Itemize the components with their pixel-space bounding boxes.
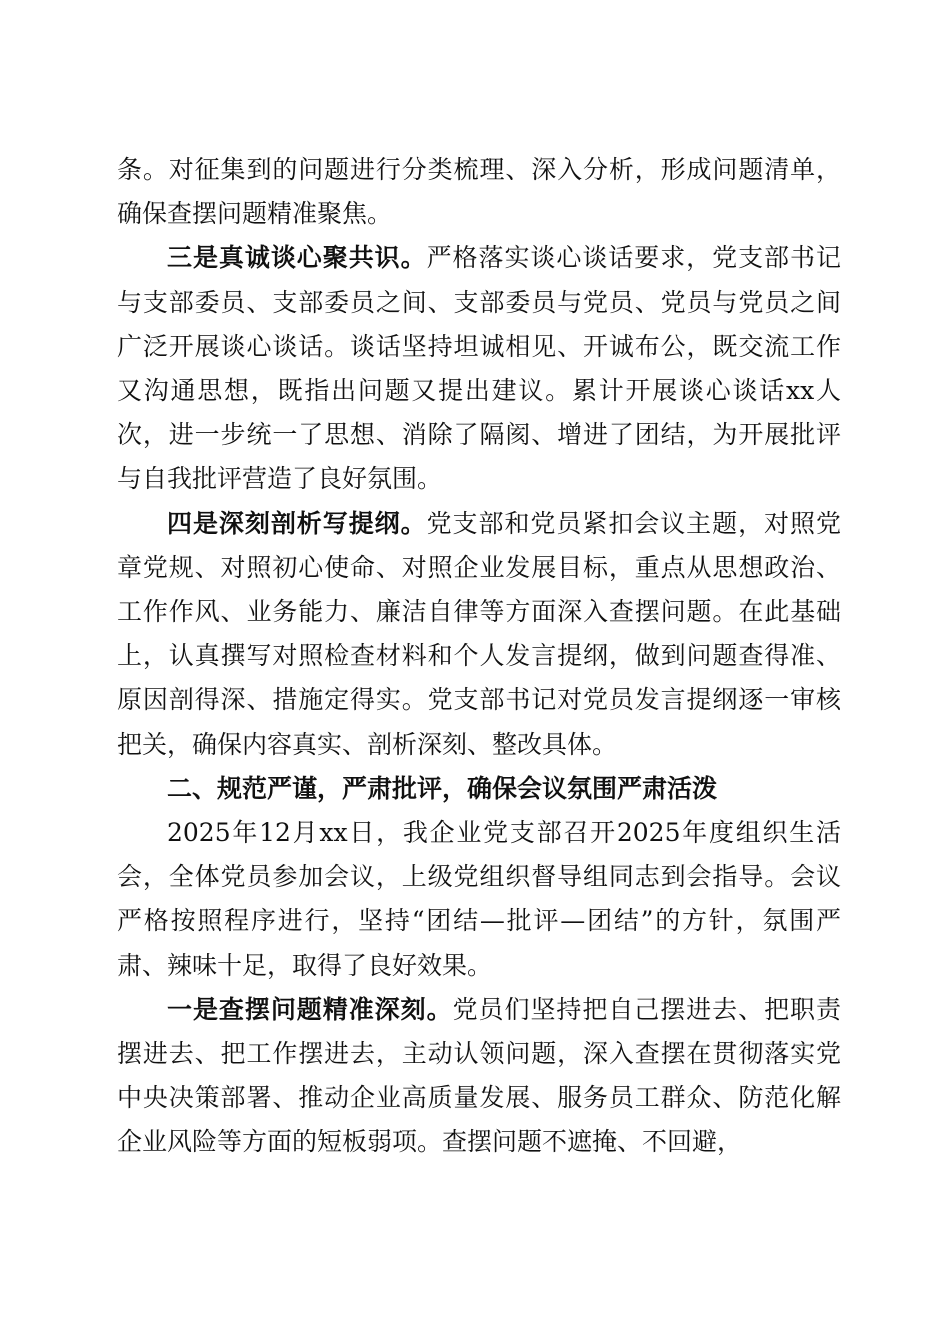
- paragraph-text: 条。对征集到的问题进行分类梳理、深入分析，形成问题清单，确保查摆问题精准聚焦。: [117, 155, 841, 229]
- paragraph-text: 党支部和党员紧扣会议主题，对照党章党规、对照初心使命、对照企业发展目标，重点从思想政治、工作作风、业务能力、廉洁自律等方面深入查摆问题。在此基础上，认真撰写对照检查材料和个人发言提纲，做到问题查得准、原因剖得深、措施定得实。党支部书记对党员发言提纲逐一审核把关，确保内容真实、剖析深刻、整改具体。: [117, 508, 841, 759]
- paragraph-continuation: [117, 148, 841, 236]
- paragraph-outline-writing: [117, 502, 841, 767]
- paragraph-problem-finding: [117, 988, 841, 1165]
- paragraph-lead: 三是真诚谈心聚共识。: [167, 243, 427, 273]
- paragraph-heart-to-heart-talks: [117, 236, 841, 501]
- paragraph-text: 2025年12月xx日，我企业党支部召开2025年度组织生活会，全体党员参加会议，上级党组织督导组同志到会指导。会议严格按照程序进行，坚持“团结—批评—团结”的方针，氛围严肃、辣味十足，取得了良好效果。: [117, 818, 841, 980]
- paragraph-text: 党员们坚持把自己摆进去、把职责摆进去、把工作摆进去，主动认领问题，深入查摆在贯彻落实党中央决策部署、推动企业高质量发展、服务员工群众、防范化解企业风险等方面的短板弱项。查摆问题不遮掩、不回避，: [117, 994, 841, 1157]
- paragraph-lead: 四是深刻剖析写提纲。: [167, 508, 427, 538]
- paragraph-meeting-summary: [117, 811, 841, 988]
- paragraph-lead: 一是查摆问题精准深刻。: [167, 994, 453, 1024]
- paragraph-text: 严格落实谈心谈话要求，党支部书记与支部委员、支部委员之间、支部委员与党员、党员与党员之间广泛开展谈心谈话。谈话坚持坦诚相见、开诚布公，既交流工作又沟通思想，既指出问题又提出建议。累计开展谈心谈话xx人次，进一步统一了思想、消除了隔阂、增进了团结，为开展批评与自我批评营造了良好氛围。: [117, 243, 841, 494]
- document-body: [117, 148, 841, 1165]
- section-heading: 二、规范严谨，严肃批评，确保会议氛围严肃活泼: [167, 773, 718, 803]
